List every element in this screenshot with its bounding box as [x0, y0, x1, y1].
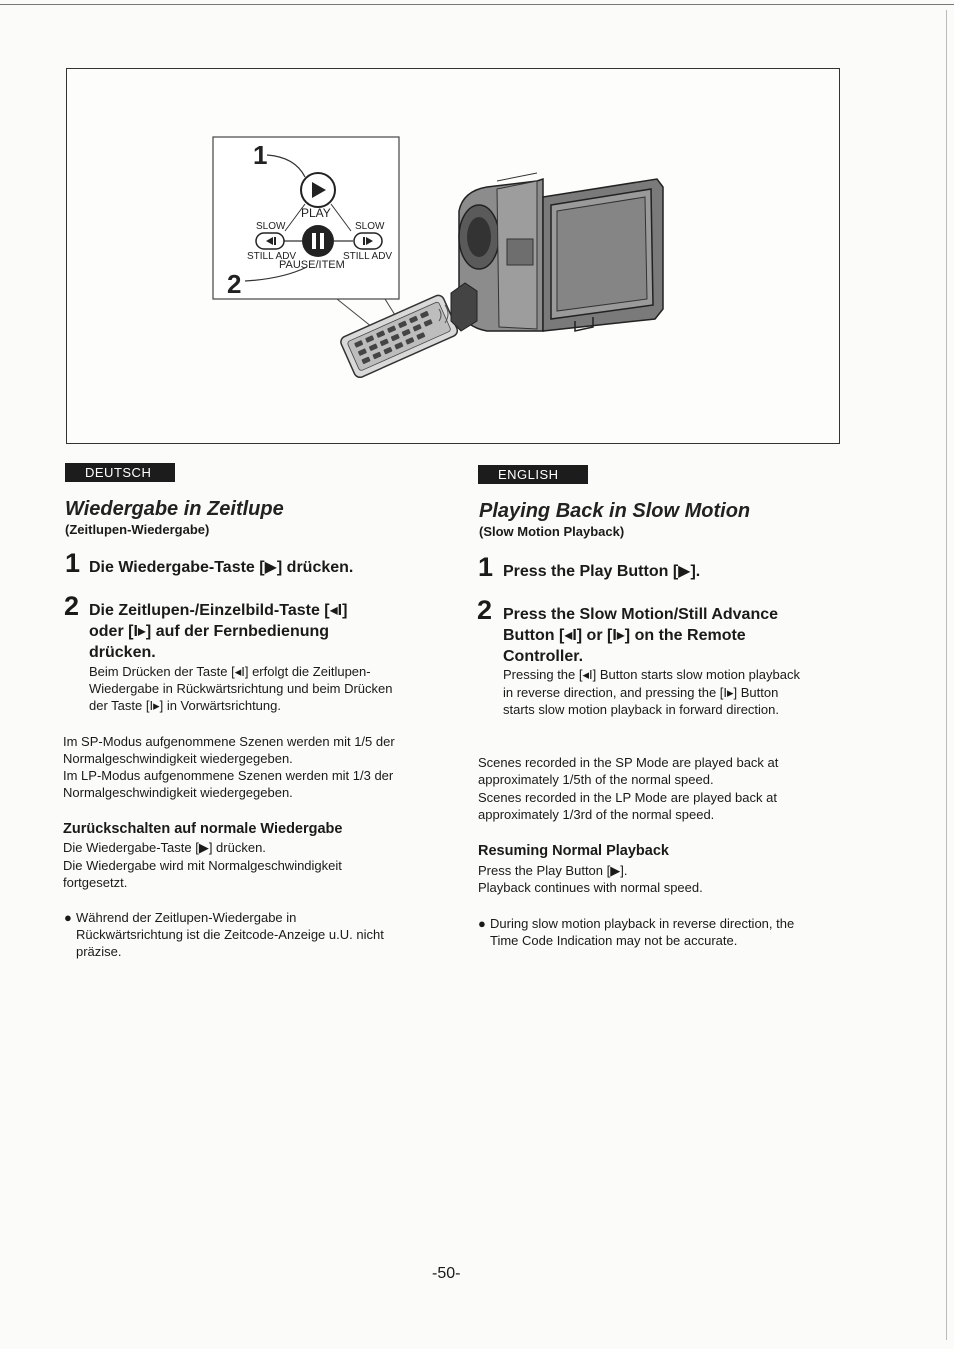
step1-marker: 1 [253, 140, 268, 170]
slow-label-left: SLOW [256, 221, 286, 232]
slow-label-right: SLOW [355, 221, 385, 232]
step-number-1-deutsch: 1 [65, 548, 81, 578]
step-text-2-line3-deutsch: drücken. [89, 644, 156, 661]
pause-button-icon [302, 225, 334, 257]
top-rule [0, 4, 954, 5]
resume-line1-deutsch: Die Wiedergabe-Taste [▶] drücken. [63, 840, 266, 855]
step2-body-line3-deutsch: der Taste [I▸] in Vorwärtsrichtung. [89, 698, 281, 713]
language-tag-deutsch: DEUTSCH [65, 463, 175, 482]
modes-line3-english: Scenes recorded in the LP Mode are played back at [478, 790, 777, 805]
note-line1-english: During slow motion playback in reverse direction, the [490, 916, 795, 931]
step-text-2-line2-english: Button [◂I] or [I▸] on the Remote [503, 627, 746, 644]
modes-line1-english: Scenes recorded in the SP Mode are played back at [478, 755, 779, 770]
note-line3-deutsch: präzise. [76, 944, 122, 959]
right-edge-rule [946, 10, 947, 1340]
still-adv-label-right: STILL ADV [343, 251, 393, 262]
play-label: PLAY [301, 206, 331, 220]
modes-line3-deutsch: Im LP-Modus aufgenommene Szenen werden mit 1/3 der [63, 768, 394, 783]
step-text-2-line1-deutsch: Die Zeitlupen-/Einzelbild-Taste [◂I] [89, 602, 348, 619]
camcorder-icon [451, 173, 663, 331]
resume-line2-deutsch: Die Wiedergabe wird mit Normalgeschwindigkeit [63, 858, 342, 873]
modes-line2-english: approximately 1/5th of the normal speed. [478, 772, 714, 787]
step-text-1-english: Press the Play Button [▶]. [503, 563, 701, 580]
note-line2-english: Time Code Indication may not be accurate. [490, 933, 738, 948]
section-title-english: Playing Back in Slow Motion [479, 500, 751, 522]
illustration-frame [66, 68, 840, 444]
resume-line3-deutsch: fortgesetzt. [63, 875, 128, 890]
modes-line2-deutsch: Normalgeschwindigkeit wiedergegeben. [63, 751, 293, 766]
remote-controller-icon [339, 293, 459, 379]
step2-body-line3-english: starts slow motion playback in forward direction. [503, 702, 780, 717]
section-title-deutsch: Wiedergabe in Zeitlupe [65, 498, 284, 520]
resume-line2-english: Playback continues with normal speed. [478, 880, 703, 895]
camcorder-remote-illustration [67, 69, 839, 443]
step-text-1-deutsch: Die Wiedergabe-Taste [▶] drücken. [89, 559, 354, 576]
modes-line1-deutsch: Im SP-Modus aufgenommene Szenen werden mit 1/5 der [63, 734, 395, 749]
modes-line4-english: approximately 1/3rd of the normal speed. [478, 807, 715, 822]
page-number: -50- [432, 1265, 461, 1282]
step-number-2-deutsch: 2 [64, 591, 80, 621]
step2-marker: 2 [227, 269, 242, 299]
note-english [478, 915, 795, 949]
step-number-1-english: 1 [478, 552, 494, 582]
resume-heading-english: Resuming Normal Playback [478, 843, 669, 859]
resume-heading-deutsch: Zurückschalten auf normale Wiedergabe [63, 821, 343, 837]
step-number-2-english: 2 [477, 595, 493, 625]
step-text-2-line1-english: Press the Slow Motion/Still Advance [503, 606, 779, 623]
step-text-2-line2-deutsch: oder [I▸] auf der Fernbedienung [89, 623, 330, 640]
step2-body-line1-english: Pressing the [◂I] Button starts slow motion playback [503, 667, 800, 682]
resume-line1-english: Press the Play Button [▶]. [478, 863, 628, 878]
note-deutsch [64, 909, 384, 960]
step2-body-line2-english: in reverse direction, and pressing the [I▸] Button [503, 685, 779, 700]
note-line2-deutsch: Rückwärtsrichtung ist die Zeitcode-Anzeige u.U. nicht [76, 927, 384, 942]
bullet-icon: ● [478, 916, 486, 931]
note-line1-deutsch: Während der Zeitlupen-Wiedergabe in [76, 910, 297, 925]
step2-body-line2-deutsch: Wiedergabe in Rückwärtsrichtung und beim Drücken [89, 681, 393, 696]
pause-item-label: PAUSE/ITEM [279, 259, 345, 271]
bullet-icon: ● [64, 910, 72, 925]
step2-body-line1-deutsch: Beim Drücken der Taste [◂I] erfolgt die Zeitlupen- [89, 664, 371, 679]
step-text-2-line3-english: Controller. [503, 648, 584, 665]
modes-line4-deutsch: Normalgeschwindigkeit wiedergegeben. [63, 785, 293, 800]
section-subtitle-english: (Slow Motion Playback) [479, 524, 625, 539]
section-subtitle-deutsch: (Zeitlupen-Wiedergabe) [65, 522, 210, 537]
language-tag-english: ENGLISH [478, 465, 588, 484]
still-adv-label-left: STILL ADV [247, 251, 297, 262]
